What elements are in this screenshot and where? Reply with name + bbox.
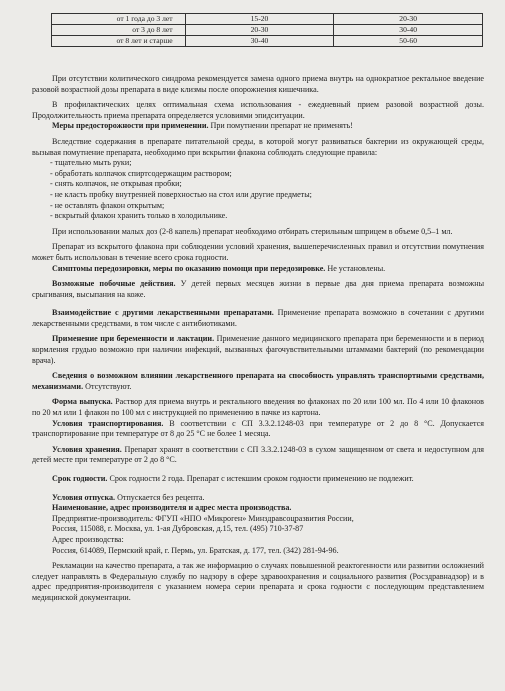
form-section: Форма выпуска. Раствор для приема внутрь и ректального введения во флаконах по 20 или 100 мл. По 4 или 10 флаконов по 20 мл или 1 флакон по 100 мл с инструкцией по применению в пачке из картона. xyxy=(32,397,484,418)
rule-item: - снять колпачок, не открывая пробки; xyxy=(50,179,182,189)
age-cell: от 1 года до 3 лет xyxy=(52,14,186,25)
side-effects-section: Возможные побочные действия. У детей первых месяцев жизни в первые два дня приема препарата возможны срыгивания, высыпания на коже. xyxy=(32,279,485,299)
production-address: Россия, 614089, Пермский край, г. Пермь, ул. Братская, д. 177, тел. (342) 281-94-96. xyxy=(52,545,339,555)
instruction-text xyxy=(32,74,484,604)
production-address-label: Адрес производства: xyxy=(52,534,124,544)
open-vial-paragraph: Препарат из вскрытого флакона при соблюдении условий хранения, вышеперечисленных правил и отсутствии помутнения может быть использован в течение всего срока годности. xyxy=(32,242,484,262)
dose-cell: 20-30 xyxy=(334,14,483,25)
rule-item: - не оставлять флакон открытым; xyxy=(50,200,165,210)
claims-paragraph: Рекламации на качество препарата, а так же информацию о случаях повышенной реактогенности или развитии осложнений следует направлять в Федеральную службу по надзору в сфере здравоохранения и социального развития (Росздравнадзор) и в адрес предприятия-производителя с указанием номера серии препарата и срока годности с последующим представлением медицинской документации. xyxy=(32,561,484,602)
rule-item: - тщательно мыть руки; xyxy=(50,158,132,168)
transport-section: Условия транспортирования. В соответствии с СП 3.3.2.1248-03 при температуре от 2 до 8 °С. Допускается транспортирование при температуре от 8 до 25 °С не более 1 месяца. xyxy=(32,418,484,439)
pregnancy-section: Применение при беременности и лактации. Применение данного медицинского препарата при беременности и в период кормления грудью возможно при наличии инфекций, вызванных фагочувствительными штаммами бактерий (по рекомендации врача). xyxy=(32,334,484,365)
precautions-heading: Меры предосторожности при применении. При помутнении препарат не применять! xyxy=(52,121,353,131)
rule-item: - не класть пробку внутренней поверхностью на стол или другие предметы; xyxy=(50,189,312,199)
dosage-row xyxy=(52,36,483,47)
dosage-table xyxy=(51,13,483,47)
age-cell: от 8 лет и старше xyxy=(52,36,186,47)
rectal-paragraph: При отсутствии колитического синдрома рекомендуется замена одного приема внутрь на однократное ректальное введение разовой возрастной дозы препарата в виде клизмы после опорожнения кишечника. xyxy=(32,74,484,94)
dose-cell: 30-40 xyxy=(185,36,334,47)
manufacturer-line: Предприятие-производитель: ФГУП «НПО «Микроген» Минздравсоцразвития России, xyxy=(52,513,354,523)
shelf-life-section: Срок годности. Срок годности 2 года. Препарат с истекшим сроком годности применению не подлежит. xyxy=(52,474,414,483)
driving-section: Сведения о возможном влиянии лекарственного препарата на способность управлять транспортными средствами, механизмами. Отсутствуют. xyxy=(32,371,484,391)
dose-cell: 15-20 xyxy=(185,14,334,25)
interaction-section: Взаимодействие с другими лекарственными препаратами. Применение препарата возможно в сочетании с другими лекарственными средствами, в том числе с антибиотиками. xyxy=(32,308,484,328)
small-dose-paragraph: При использовании малых доз (2-8 капель) препарат необходимо отбирать стерильным шприцем в объеме 0,5–1 мл. xyxy=(52,226,453,236)
prophylaxis-paragraph: В профилактических целях оптимальная схема использования - ежедневный прием разовой возрастной дозы. Продолжительность приема препарата определяется условиями эпидситуации. xyxy=(32,100,484,120)
dose-cell: 30-40 xyxy=(334,25,483,36)
dose-cell: 50-60 xyxy=(334,36,483,47)
dose-cell: 20-30 xyxy=(185,25,334,36)
dosage-row xyxy=(52,14,483,25)
precautions-paragraph: Вследствие содержания в препарате питательной среды, в которой могут развиваться бактерии из окружающей среды, вызывая помутнение препарата, необходимо при вскрытии флакона соблюдать следующие правила: xyxy=(32,136,484,157)
rule-item: - вскрытый флакон хранить только в холодильнике. xyxy=(50,211,228,221)
dosage-row xyxy=(52,25,483,36)
storage-section: Условия хранения. Препарат хранят в соответствии с СП 3.3.2.1248-03 в сухом защищенном от света и недоступном для детей месте при температуре от 2 до 8 °С. xyxy=(32,444,485,465)
age-cell: от 3 до 8 лет xyxy=(52,25,186,36)
overdose-section: Симптомы передозировки, меры по оказанию помощи при передозировке. Не установлены. xyxy=(52,263,386,273)
rule-item: - обработать колпачок спиртсодержащим раствором; xyxy=(50,168,232,178)
manufacturer-address: Россия, 115088, г. Москва, ул. 1-ая Дубровская, д.15, тел. (495) 710-37-87 xyxy=(52,524,304,534)
dispense-section: Условия отпуска. Отпускается без рецепта. xyxy=(52,492,205,502)
manufacturer-heading: Наименование, адрес производителя и адрес места производства. xyxy=(52,503,292,513)
